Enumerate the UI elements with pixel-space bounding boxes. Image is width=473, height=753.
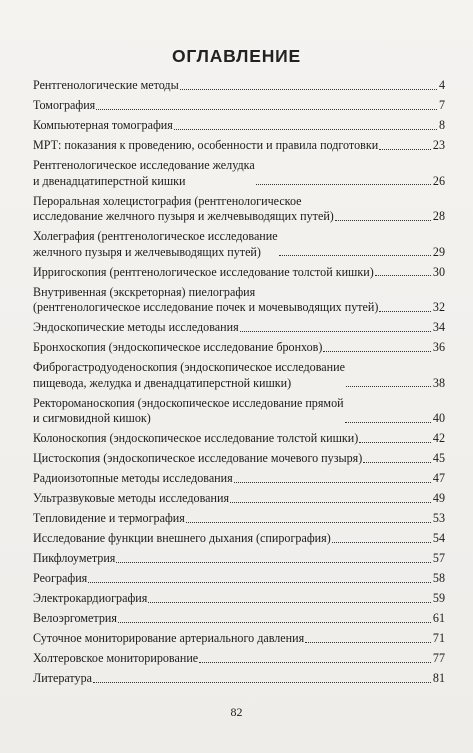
toc-entry (33, 571, 445, 587)
toc-entry (33, 491, 445, 507)
toc-entry (33, 451, 445, 467)
toc-entry-page: 29 (432, 244, 445, 259)
toc-entry-page: 45 (432, 451, 445, 466)
toc-entry-title: Внутривенная (экскреторная) пиелография (рентгенологическое исследование почек и мочевыводящих путей) (33, 284, 379, 315)
toc-entry (33, 360, 445, 391)
toc-entry (33, 471, 445, 487)
toc-entry-title: Велоэргометрия (33, 611, 117, 626)
toc-entry-title: Пероральная холецистография (рентгенологическое исследование желчного пузыря и желчевыводящих путей) (33, 193, 334, 224)
dot-leader (379, 311, 431, 312)
toc-entry (33, 551, 445, 567)
toc-entry-title: Холеграфия (рентгенологическое исследование желчного пузыря и желчевыводящих путей) (33, 229, 278, 259)
toc-entry-page: 59 (432, 591, 445, 606)
toc-entry-page: 71 (432, 631, 445, 646)
toc-entry-page: 54 (432, 531, 445, 546)
toc-entry (33, 194, 445, 225)
toc-entry-title: Эндоскопические методы исследования (33, 320, 239, 335)
toc-entry-title: Холтеровское мониторирование (33, 651, 199, 666)
toc-entry (33, 320, 445, 336)
toc-entry (33, 671, 445, 687)
toc-entry-title: Фиброгастродуоденоскопия (эндоскопическое исследование пищевода, желудка и двенадцатиперстной кишки) (33, 360, 345, 390)
page-title: ОГЛАВЛЕНИЕ (171, 46, 302, 66)
toc-entry-title: Суточное мониторирование артериального давления (33, 631, 305, 646)
dot-leader (199, 662, 431, 663)
dot-leader (116, 562, 431, 563)
dot-leader (363, 462, 431, 463)
page-number: 82 (230, 705, 243, 719)
toc-entry-page: 34 (432, 320, 445, 335)
toc-entry (33, 531, 445, 547)
toc-entry-page: 61 (432, 611, 445, 626)
toc-entry-title: Ирригоскопия (рентгенологическое исследование толстой кишки) (33, 264, 374, 279)
toc-entry-page: 7 (438, 97, 445, 112)
toc-entry (33, 265, 445, 281)
toc-entry-title: Рентгенологические методы (33, 78, 179, 92)
dot-leader (88, 582, 431, 583)
dot-leader (305, 642, 431, 643)
toc-entry-page: 23 (432, 137, 445, 152)
dot-leader (180, 89, 437, 90)
toc-entry (33, 98, 445, 114)
toc-entry-title: Рентгенологическое исследование желудка и двенадцатиперстной кишки (33, 157, 255, 188)
toc-entry (33, 285, 445, 316)
toc-entry-page: 49 (432, 491, 445, 506)
toc-entry-page: 30 (432, 264, 445, 279)
toc-entry (33, 611, 445, 627)
toc-entry (33, 651, 445, 667)
dot-leader (96, 109, 437, 110)
toc-entry-page: 36 (432, 340, 445, 355)
toc-entry-title: Радиоизотопные методы исследования (33, 471, 233, 486)
toc-entry (33, 431, 445, 447)
dot-leader (279, 255, 431, 256)
toc-entry-title: Электрокардиография (33, 591, 148, 606)
toc-entry-page: 77 (432, 651, 445, 666)
toc-entry-title: Литература (33, 671, 93, 686)
dot-leader (234, 482, 431, 483)
toc-entry-page: 8 (438, 117, 445, 132)
table-of-contents (33, 78, 445, 691)
dot-leader (256, 184, 431, 185)
toc-entry-title: Томография (33, 97, 96, 112)
dot-leader (375, 275, 431, 276)
toc-entry-page: 57 (432, 551, 445, 566)
dot-leader (230, 502, 431, 503)
toc-entry-title: Тепловидение и термография (33, 511, 185, 526)
toc-entry-title: Пикфлоуметрия (33, 551, 116, 566)
toc-entry (33, 118, 445, 134)
toc-entry-title: МРТ: показания к проведению, особенности и правила подготовки (33, 137, 379, 152)
dot-leader (345, 422, 431, 423)
toc-entry-page: 32 (432, 300, 445, 315)
toc-entry-title: Колоноскопия (эндоскопическое исследование толстой кишки) (33, 431, 359, 446)
toc-entry-page: 47 (432, 471, 445, 486)
toc-entry-title: Реография (33, 571, 88, 586)
toc-entry-page: 53 (432, 511, 445, 526)
dot-leader (323, 351, 430, 352)
toc-entry-page: 4 (438, 78, 445, 92)
dot-leader (118, 622, 431, 623)
toc-entry (33, 511, 445, 527)
toc-entry (33, 631, 445, 647)
toc-entry (33, 340, 445, 356)
toc-entry-title: Исследование функции внешнего дыхания (спирография) (33, 531, 331, 546)
dot-leader (335, 220, 431, 221)
toc-entry-page: 81 (432, 671, 445, 686)
toc-entry (33, 78, 445, 94)
toc-entry-page: 42 (432, 431, 445, 446)
toc-entry-title: Ректороманоскопия (эндоскопическое исследование прямой и сигмовидной кишок) (33, 395, 344, 426)
toc-entry-title: Бронхоскопия (эндоскопическое исследование бронхов) (33, 340, 323, 355)
toc-entry (33, 138, 445, 154)
dot-leader (186, 522, 431, 523)
dot-leader (332, 542, 431, 543)
dot-leader (93, 682, 431, 683)
toc-entry-page: 26 (432, 173, 445, 188)
toc-entry-title: Компьютерная томография (33, 117, 173, 132)
dot-leader (379, 149, 431, 150)
toc-entry-title: Ультразвуковые методы исследования (33, 491, 230, 506)
toc-entry (33, 396, 445, 427)
dot-leader (174, 129, 437, 130)
toc-entry-page: 40 (432, 411, 445, 426)
dot-leader (148, 602, 431, 603)
dot-leader (359, 442, 431, 443)
toc-entry-title: Цистоскопия (эндоскопическое исследование мочевого пузыря) (33, 451, 363, 466)
toc-entry (33, 591, 445, 607)
toc-entry-page: 28 (432, 209, 445, 224)
dot-leader (240, 331, 431, 332)
toc-entry (33, 229, 445, 260)
toc-entry-page: 38 (432, 375, 445, 390)
dot-leader (346, 386, 431, 387)
toc-entry-page: 58 (432, 571, 445, 586)
toc-entry (33, 158, 445, 189)
